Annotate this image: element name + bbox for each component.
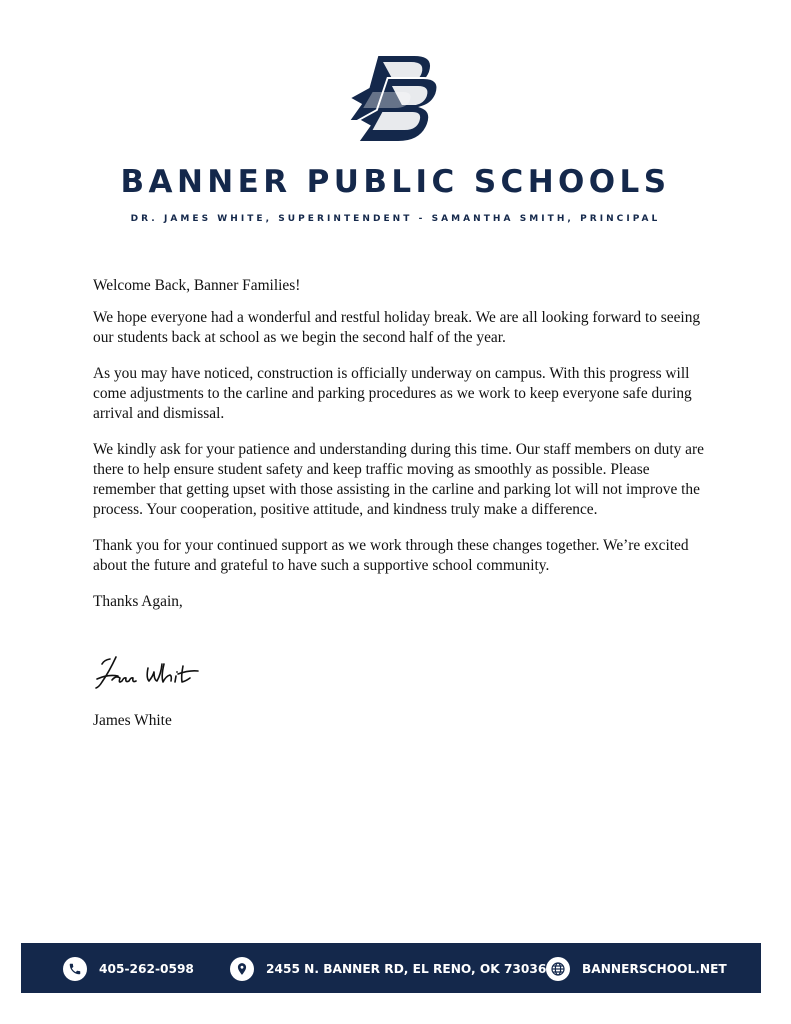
letter-body [93,276,713,628]
letter-paragraph: Thank you for your continued support as we work through these changes together. We’re excited about the future and grateful to have such a supportive school community. [93,537,689,574]
signer-name: James White [93,712,172,729]
footer-website-text: BANNERSCHOOL.NET [582,962,727,976]
footer-phone[interactable] [63,957,194,981]
school-name: BANNER PUBLIC SCHOOLS [120,164,671,200]
footer-bar [21,943,761,993]
map-pin-icon [230,957,254,981]
signature [94,654,204,694]
letter-paragraph: We kindly ask for your patience and understanding during this time. Our staff members on duty are there to help ensure student safety and keep traffic moving as smoothly as possible. Please remember that getting upset with those assisting in the carline and parking lot will not improve the process. Your cooperation, positive attitude, and kindness truly make a difference. [93,441,704,518]
staff-line: DR. JAMES WHITE, SUPERINTENDENT - SAMANTHA SMITH, PRINCIPAL [130,214,661,224]
footer-phone-text: 405-262-0598 [99,962,194,976]
letter-closing: Thanks Again, [93,593,183,610]
footer-address-text: 2455 N. BANNER RD, EL RENO, OK 73036 [266,962,547,976]
letter-greeting: Welcome Back, Banner Families! [93,277,301,294]
school-logo [342,48,448,144]
letter-paragraph: We hope everyone had a wonderful and restful holiday break. We are all looking forward to seeing our students back at school as we begin the second half of the year. [93,309,701,346]
phone-icon [63,957,87,981]
footer-website[interactable] [546,957,727,981]
letter-paragraph: As you may have noticed, construction is officially underway on campus. With this progress will come adjustments to the carline and parking procedures as we work to keep everyone safe during arrival and dismissal. [93,365,692,422]
footer-address[interactable] [230,957,546,981]
globe-icon [546,957,570,981]
